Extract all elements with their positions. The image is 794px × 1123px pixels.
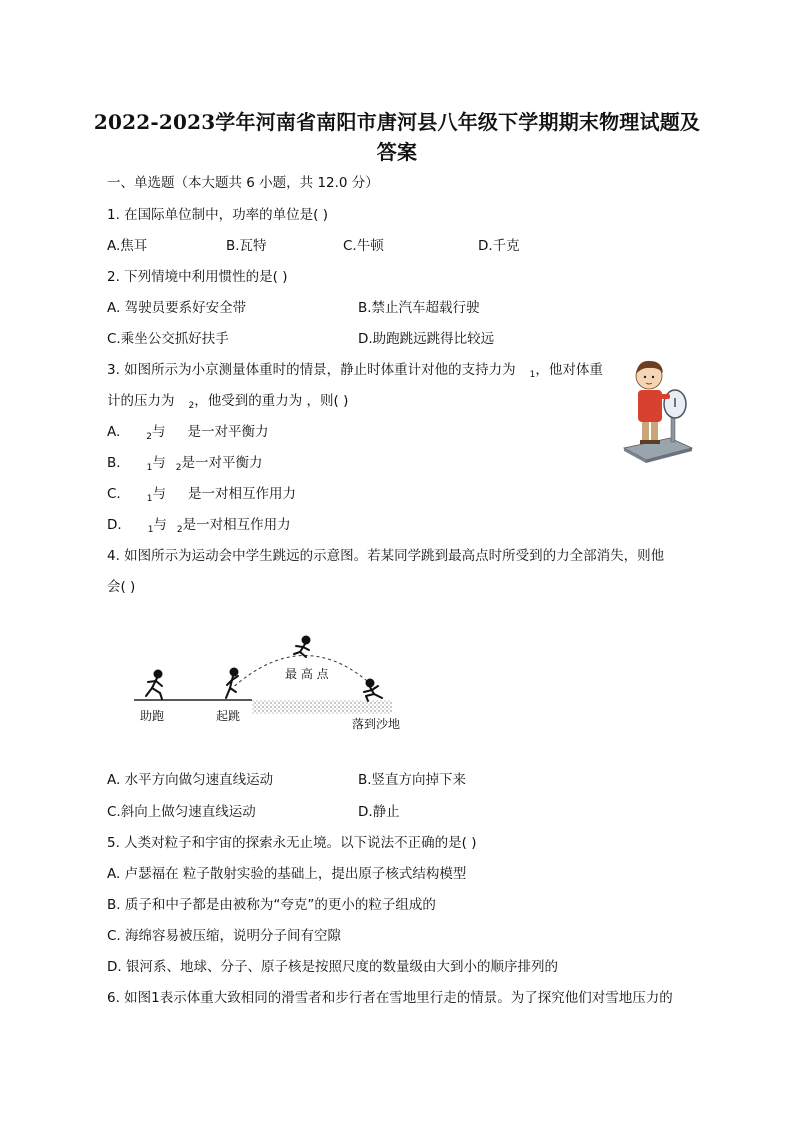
q2-stem: 2. 下列情境中利用惯性的是( ) (107, 269, 288, 285)
label-highest-point: 最 高 点 (285, 667, 329, 681)
q1-option-a: A.焦耳 (107, 238, 148, 254)
landing-figure (364, 680, 382, 702)
weighing-scale-figure (620, 352, 694, 464)
q3-stem1-sub: 1 (529, 370, 536, 380)
q3-stem2-text: 计的压力为 (107, 393, 175, 409)
q1-option-d: D.千克 (478, 238, 520, 254)
q4-option-b: B.竖直方向掉下来 (358, 772, 467, 788)
q3-option-d (107, 513, 291, 535)
section-heading: 一、单选题（本大题共 6 小题，共 12.0 分） (107, 175, 379, 191)
q3-option-d-sub2: 2 (176, 525, 183, 535)
q3-option-a-sub1: 2 (146, 432, 153, 442)
q3-option-a-letter: A. (107, 424, 121, 440)
q4-option-c: C.斜向上做匀速直线运动 (107, 804, 256, 820)
q5-option-c: C. 海绵容易被压缩，说明分子间有空隙 (107, 928, 342, 944)
label-land-sand: 落到沙地 (352, 717, 401, 731)
q2-option-d: D.助跑跳远跳得比较远 (358, 331, 495, 347)
page-title-line1: 2022-2023学年河南省南阳市唐河县八年级下学期期末物理试题及 (93, 110, 701, 134)
q1-option-b: B.瓦特 (226, 238, 267, 254)
q4-option-a: A. 水平方向做匀速直线运动 (107, 772, 274, 788)
q3-stem-line2 (107, 389, 348, 411)
q4-stem-line1: 4. 如图所示为运动会中学生跳远的示意图。若某同学跳到最高点时所受到的力全部消失，则他 (107, 548, 665, 564)
q3-option-b-mid: 与 (152, 455, 166, 471)
page-title-line2: 答案 (376, 140, 418, 164)
q3-option-d-tail: 是一对相互作用力 (182, 517, 291, 533)
runner-figure (146, 671, 162, 700)
sand-pit (252, 700, 392, 714)
q3-stem-line1 (107, 358, 603, 380)
q3-option-b-sub2: 2 (175, 463, 182, 473)
q3-stem2-tail: ，他受到的重力为 ，则( ) (194, 393, 349, 409)
q5-option-b: B. 质子和中子都是由被称为“夸克”的更小的粒子组成的 (107, 897, 436, 913)
q3-option-a (107, 420, 269, 442)
label-run: 助跑 (140, 709, 165, 723)
q2-option-a: A. 驾驶员要系好安全带 (107, 300, 247, 316)
q6-stem: 6. 如图1表示体重大致相同的滑雪者和步行者在雪地里行走的情景。为了探究他们对雪地压力的 (107, 990, 673, 1006)
q1-stem: 1. 在国际单位制中，功率的单位是( ) (107, 207, 328, 223)
q3-option-b-sub1: 1 (146, 463, 153, 473)
takeoff-figure (226, 669, 238, 699)
q2-option-c: C.乘坐公交抓好扶手 (107, 331, 229, 347)
q5-option-a: A. 卢瑟福在 粒子散射实验的基础上，提出原子核式结构模型 (107, 866, 467, 882)
q3-option-b-tail: 是一对平衡力 (181, 455, 263, 471)
q3-stem2-sub: 2 (188, 401, 195, 411)
q3-option-c-mid: 与 (152, 486, 166, 502)
q3-option-c-tail: 是一对相互作用力 (187, 486, 296, 502)
q5-stem: 5. 人类对粒子和宇宙的探索永无止境。以下说法不正确的是( ) (107, 835, 477, 851)
q2-option-b: B.禁止汽车超载行驶 (358, 300, 480, 316)
q3-option-d-sub1: 1 (147, 525, 154, 535)
q1-option-c: C.牛顿 (343, 238, 384, 254)
q3-stem1-text: 3. 如图所示为小京测量体重时的情景，静止时体重计对他的支持力为 (107, 362, 516, 378)
q3-option-c-letter: C. (107, 486, 121, 502)
q3-option-d-letter: D. (107, 517, 122, 533)
q3-option-c (107, 482, 296, 504)
q3-option-c-sub1: 1 (146, 494, 153, 504)
q5-option-d: D. 银河系、地球、分子、原子核是按照尺度的数量级由大到小的顺序排列的 (107, 959, 558, 975)
q3-option-a-mid: 与 (152, 424, 166, 440)
label-takeoff: 起跳 (216, 709, 241, 723)
q4-stem-line2: 会( ) (107, 579, 136, 595)
q3-option-b-letter: B. (107, 455, 121, 471)
highest-point-figure (294, 637, 310, 658)
long-jump-figure (130, 630, 410, 740)
q3-option-d-mid: 与 (153, 517, 167, 533)
q3-option-b (107, 451, 263, 473)
q3-option-a-tail: 是一对平衡力 (187, 424, 269, 440)
q4-option-d: D.静止 (358, 804, 400, 820)
q3-stem1-tail: ，他对体重 (535, 362, 603, 378)
